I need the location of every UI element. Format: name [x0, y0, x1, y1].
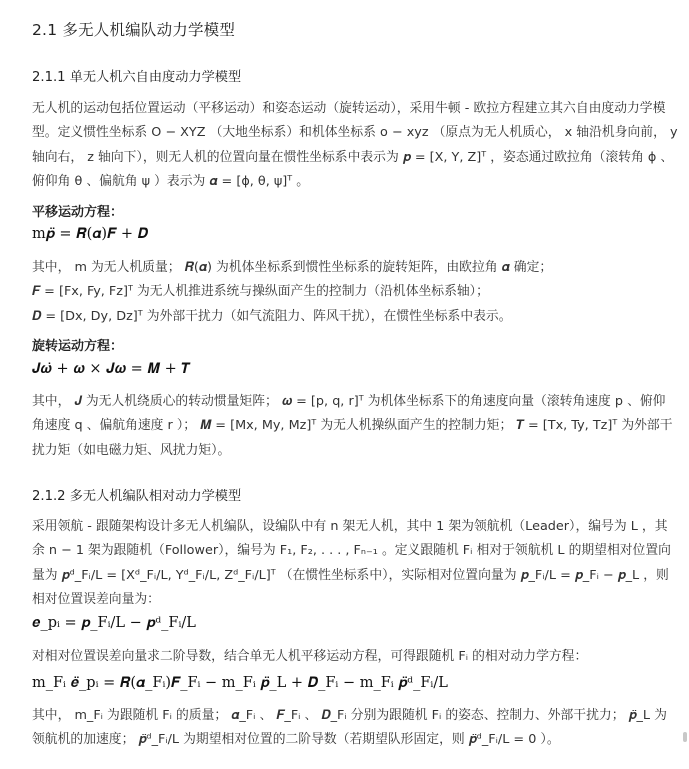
error-equation: 𝒆_pᵢ = 𝒑_Fᵢ/L − 𝒑ᵈ_Fᵢ/L [32, 615, 196, 631]
translation-equation: m𝒑̈ = 𝑹(𝜶)𝑭 + 𝑫 [32, 226, 149, 242]
subsection-title-formation: 2.1.2 多无人机编队相对动力学模型 [32, 489, 242, 504]
translation-explanation: 其中， m 为无人机质量； 𝑹(𝜶) 为机体坐标系到惯性坐标系的旋转矩阵，由欧拉角 𝜶 确定； 𝑭 = [Fx, Fy, Fz]ᵀ 为无人机推进系统与操纵面产生的控制力（沿机体坐标系轴）； 𝑫 = [Dx, Dy, Dz]ᵀ 为外部干扰力（如气流阻力、阵风干扰），在惯性坐标系中表示。 [32, 260, 553, 324]
intro-paragraph: 无人机的运动包括位置运动（平移运动）和姿态运动（旋转运动），采用牛顿 - 欧拉方程建立其六自由度动力学模型。定义惯性坐标系 O − XYZ （大地坐标系）和机体坐标系 o − xyz （原点为无人机质心， x 轴沿机身向前， y 轴向右， z 轴向下），则无人机的位置向量在惯性坐标系中表示为 𝒑 = [X, Y, Z]ᵀ ，姿态通过欧拉角（滚转角 ϕ 、俯仰角 θ 、偏航角 ψ ）表示为 𝜶 = [ϕ, θ, ψ]ᵀ 。 [32, 101, 678, 189]
final-explanation: 其中， m_Fᵢ 为跟随机 Fᵢ 的质量； 𝜶_Fᵢ 、 𝑭_Fᵢ 、 𝑫_Fᵢ 分别为跟随机 Fᵢ 的姿态、控制力、外部干扰力； 𝒑̈_L 为领航机的加速度； 𝒑̈ᵈ_Fᵢ/L 为期望相对位置的二阶导数（若期望队形固定，则 𝒑̈ᵈ_Fᵢ/L = 0 ）。 [32, 708, 667, 748]
section-title: 2.1 多无人机编队动力学模型 [32, 21, 236, 39]
rotation-explanation: 其中， 𝑱 为无人机绕质心的转动惯量矩阵； 𝝎 = [p, q, r]ᵀ 为机体坐标系下的角速度向量（滚转角速度 p 、俯仰角速度 q 、偏航角速度 r ）； 𝑴 = [Mx, My, Mz]ᵀ 为无人机操纵面产生的控制力矩； 𝑻 = [Tx, Ty, Tz]ᵀ 为外部干扰力矩（如电磁力矩、风扰力矩）。 [32, 394, 673, 458]
rotation-heading: 旋转运动方程： [32, 339, 124, 354]
relative-dynamics-equation: m_Fᵢ 𝒆̈_pᵢ = 𝑹(𝜶_Fᵢ)𝑭_Fᵢ − m_Fᵢ 𝒑̈_L + 𝑫_Fᵢ − m_Fᵢ 𝒑̈ᵈ_Fᵢ/L [32, 675, 448, 691]
translation-heading: 平移运动方程： [32, 205, 124, 220]
scrollbar-edge [683, 732, 687, 742]
derivative-sentence: 对相对位置误差向量求二阶导数，结合单无人机平移运动方程，可得跟随机 Fᵢ 的相对动力学方程： [32, 649, 588, 664]
rotation-equation: 𝑱𝝎̇ + 𝝎 × 𝑱𝝎 = 𝑴 + 𝑻 [32, 361, 190, 377]
formation-paragraph: 采用领航 - 跟随架构设计多无人机编队，设编队中有 n 架无人机，其中 1 架为领航机（Leader），编号为 L ，其余 n − 1 架为跟随机（Follower），编号为 F₁, F₂, . . . , Fₙ₋₁ 。定义跟随机 Fᵢ 相对于领航机 L 的期望相对位置向量为 𝒑ᵈ_Fᵢ/L = [Xᵈ_Fᵢ/L, Yᵈ_Fᵢ/L, Zᵈ_Fᵢ/L]ᵀ （在惯性坐标系中），实际相对位置向量为 𝒑_Fᵢ/L = 𝒑_Fᵢ − 𝒑_L ，则相对位置误差向量为： [32, 519, 671, 607]
subsection-title-single-uav: 2.1.1 单无人机六自由度动力学模型 [32, 70, 242, 85]
